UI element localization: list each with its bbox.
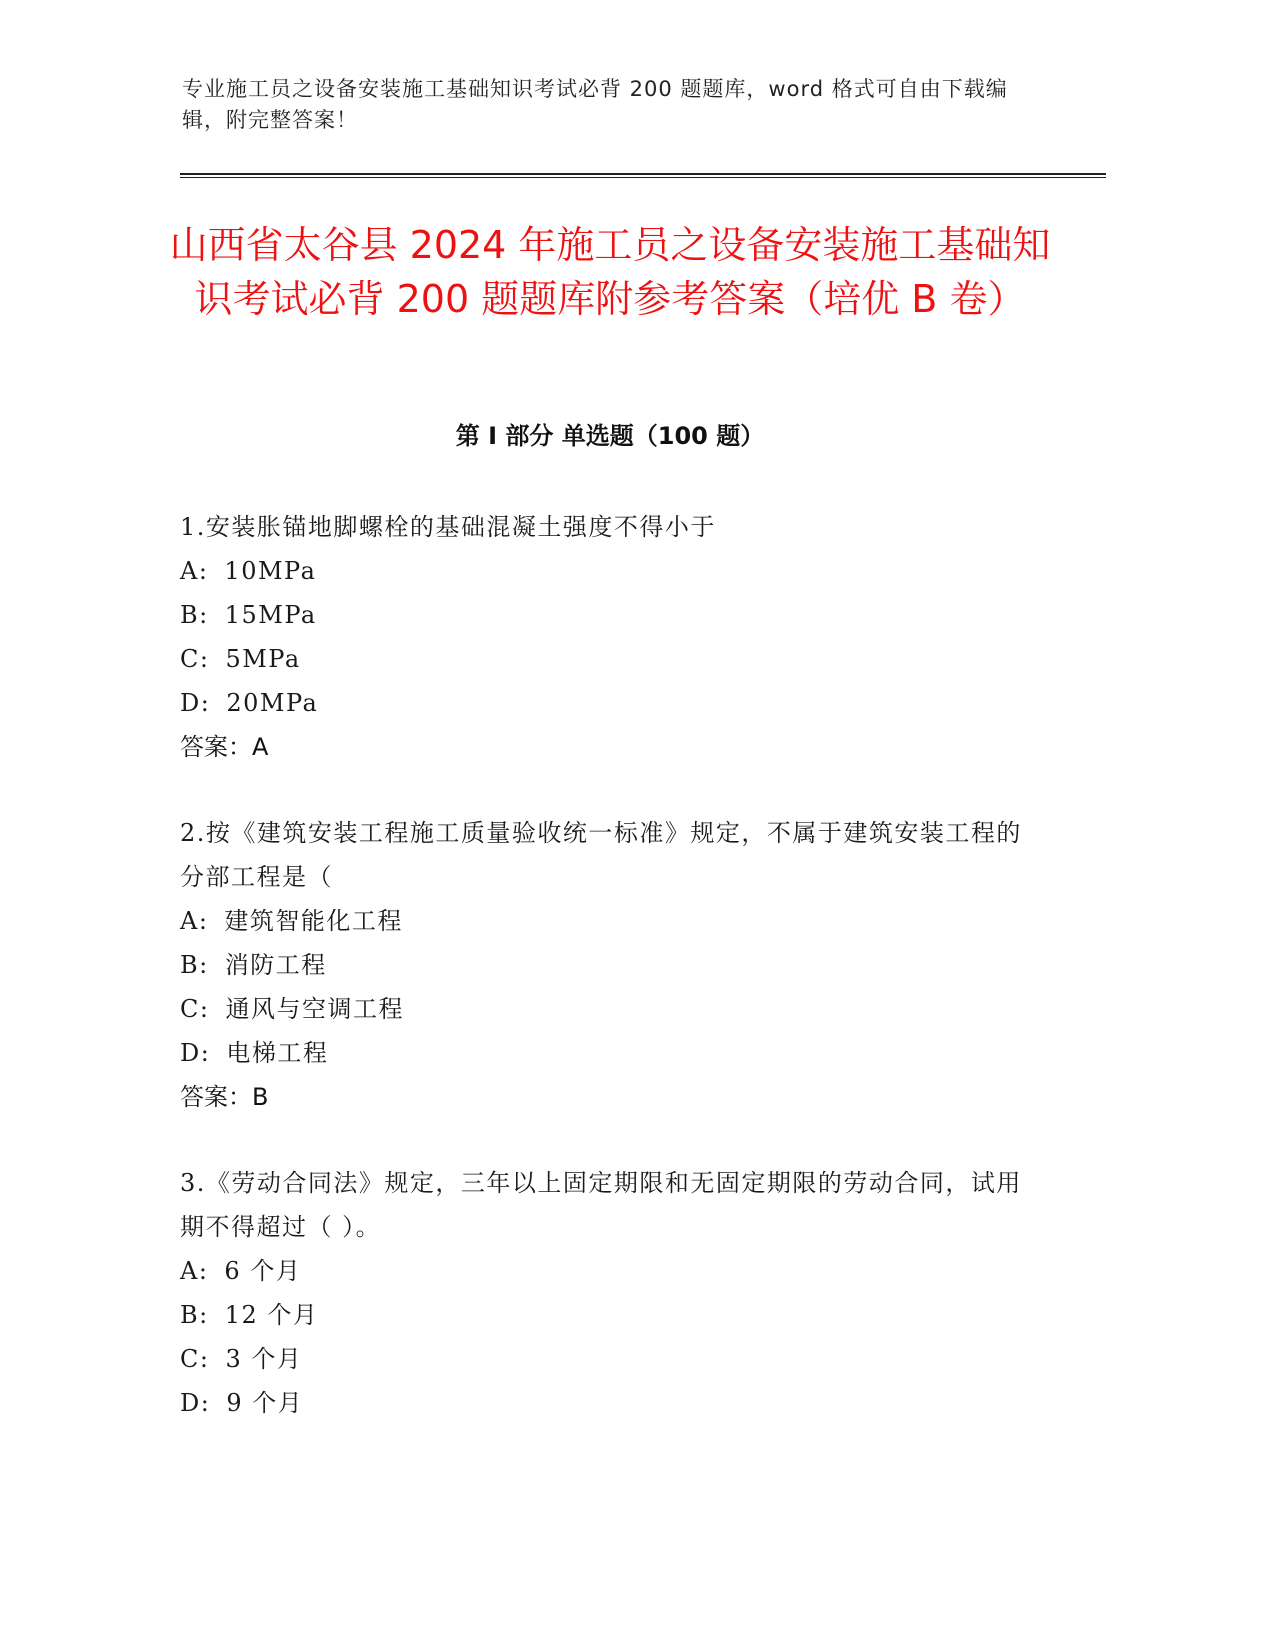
question-stem: 1.安装胀锚地脚螺栓的基础混凝土强度不得小于 xyxy=(180,513,716,541)
option-b xyxy=(180,943,1040,987)
option-letter: B: xyxy=(180,601,209,629)
option-text: 5MPa xyxy=(225,645,301,673)
option-letter: D: xyxy=(180,689,211,717)
option-a xyxy=(180,549,1040,593)
header-note: 专业施工员之设备安装施工基础知识考试必背 200 题题库，word 格式可自由下载编辑，附完整答案！ xyxy=(182,77,1008,132)
option-letter: A: xyxy=(180,557,209,585)
option-text: 12 个月 xyxy=(224,1301,319,1329)
option-d xyxy=(180,1031,1040,1075)
answer-line: 答案：A xyxy=(180,733,269,761)
question-1 xyxy=(180,505,1040,769)
section-heading: 第 I 部分 单选题（100 题） xyxy=(455,422,765,450)
option-text: 9 个月 xyxy=(226,1389,304,1417)
option-letter: A: xyxy=(180,1257,209,1285)
option-text: 建筑智能化工程 xyxy=(224,907,403,935)
option-letter: D: xyxy=(180,1039,211,1067)
option-text: 电梯工程 xyxy=(226,1039,329,1067)
option-text: 20MPa xyxy=(226,689,319,717)
question-list xyxy=(180,505,1040,1467)
question-stem: 2.按《建筑安装工程施工质量验收统一标准》规定，不属于建筑安装工程的分部工程是（ xyxy=(180,819,1022,891)
header-divider xyxy=(180,173,1106,178)
option-text: 消防工程 xyxy=(224,951,327,979)
option-d xyxy=(180,681,1040,725)
option-letter: B: xyxy=(180,951,209,979)
option-a xyxy=(180,899,1040,943)
document-title: 山西省太谷县 2024 年施工员之设备安装施工基础知识考试必背 200 题题库附参考答案（培优 B 卷） xyxy=(169,223,1051,321)
option-c xyxy=(180,1337,1040,1381)
question-2 xyxy=(180,811,1040,1119)
option-letter: B: xyxy=(180,1301,209,1329)
option-text: 15MPa xyxy=(224,601,317,629)
option-c xyxy=(180,987,1040,1031)
option-text: 10MPa xyxy=(224,557,317,585)
option-letter: C: xyxy=(180,645,210,673)
option-c xyxy=(180,637,1040,681)
option-letter: C: xyxy=(180,995,210,1023)
question-3 xyxy=(180,1161,1040,1425)
option-letter: C: xyxy=(180,1345,210,1373)
option-a xyxy=(180,1249,1040,1293)
option-text: 3 个月 xyxy=(225,1345,303,1373)
answer-line: 答案：B xyxy=(180,1083,269,1111)
option-text: 通风与空调工程 xyxy=(225,995,404,1023)
option-b xyxy=(180,593,1040,637)
option-letter: A: xyxy=(180,907,209,935)
option-text: 6 个月 xyxy=(224,1257,302,1285)
option-letter: D: xyxy=(180,1389,211,1417)
question-stem: 3.《劳动合同法》规定，三年以上固定期限和无固定期限的劳动合同，试用期不得超过（ ）。 xyxy=(180,1169,1022,1241)
option-b xyxy=(180,1293,1040,1337)
option-d xyxy=(180,1381,1040,1425)
